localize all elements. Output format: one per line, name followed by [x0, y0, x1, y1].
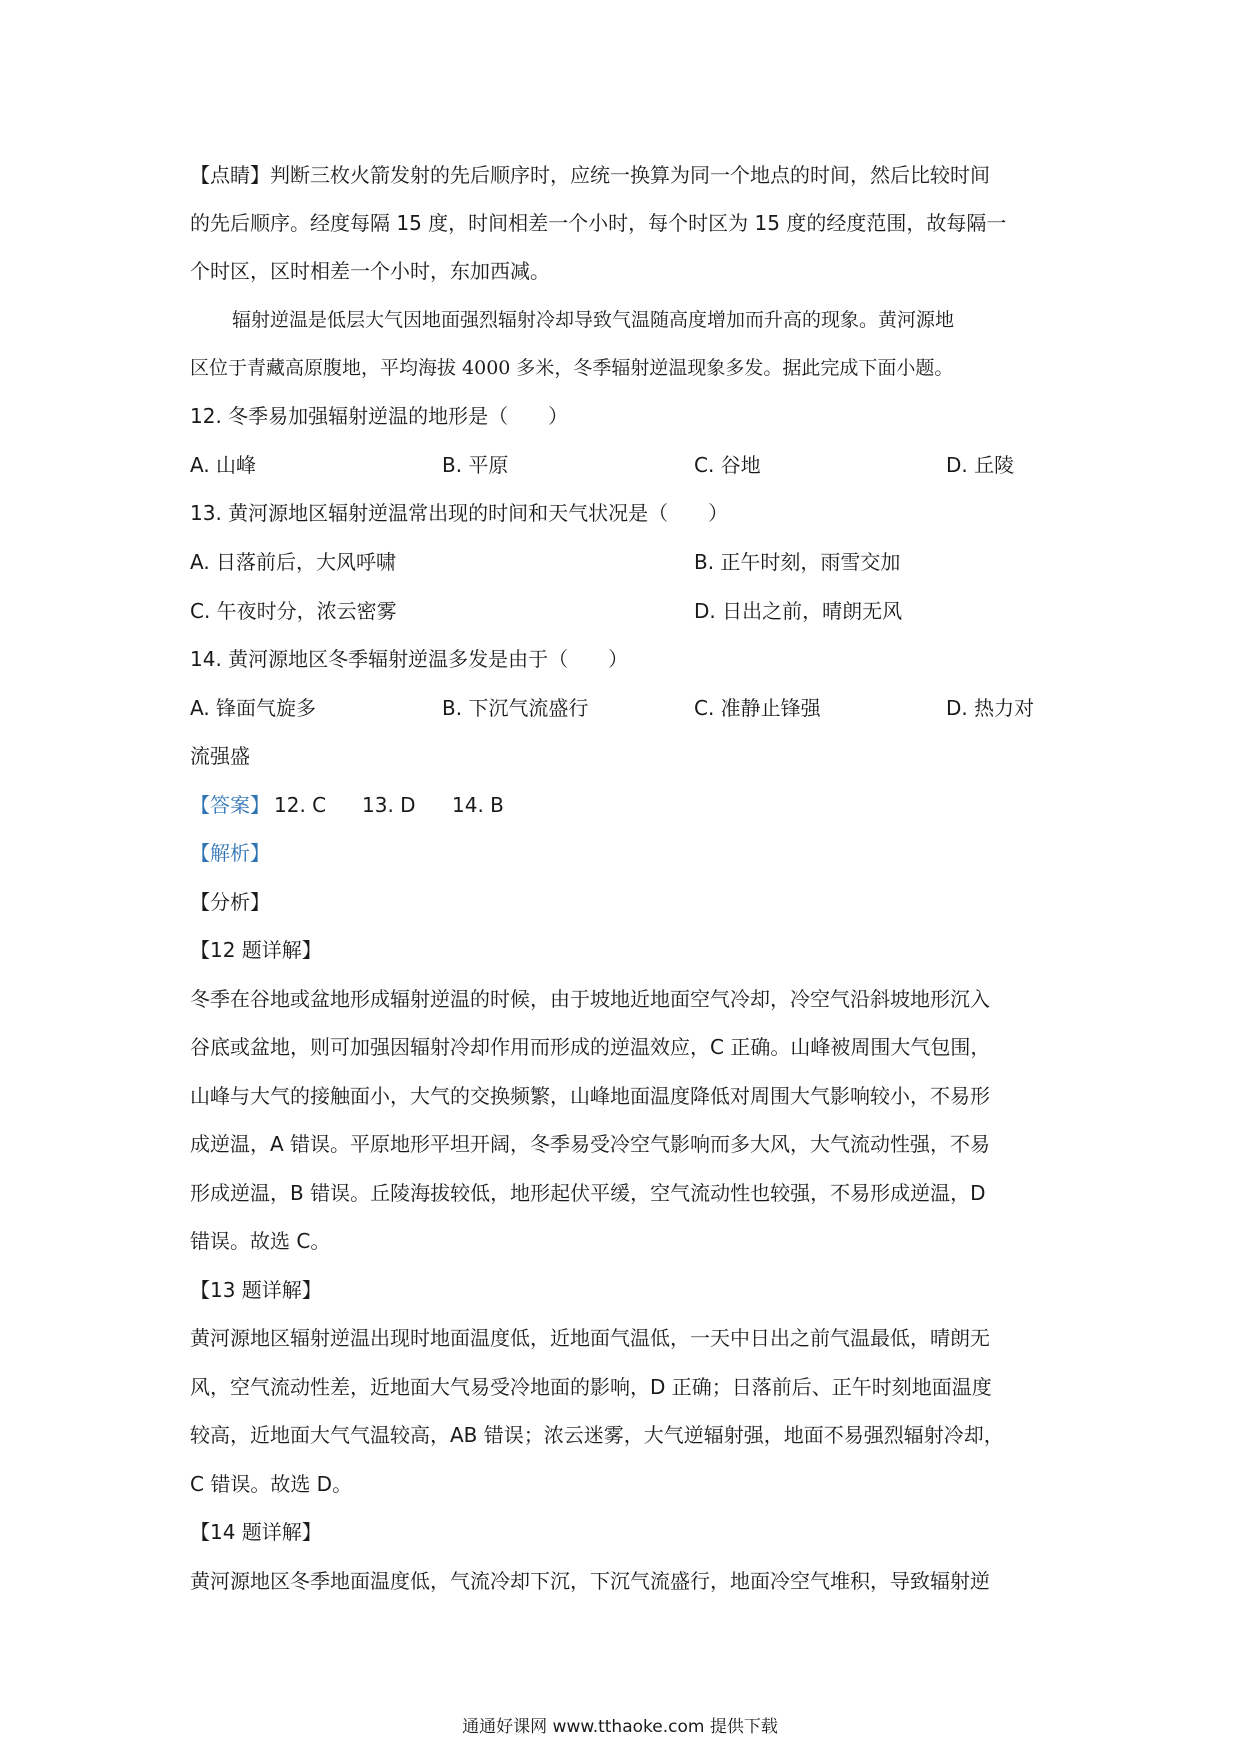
detail-12-title: 【12 题详解】 [190, 938, 322, 962]
detail-13-line-2: 风，空气流动性差，近地面大气易受冷地面的影响，D 正确；日落前后、正午时刻地面温度 [190, 1375, 992, 1399]
stem-line-1: 辐射逆温是低层大气因地面强烈辐射冷却导致气温随高度增加而升高的现象。黄河源地 [232, 309, 955, 331]
tip-line-2: 的先后顺序。经度每隔 15 度，时间相差一个小时，每个时区为 15 度的经度范围，故每隔一 [190, 211, 1007, 235]
detail-13-line-3: 较高，近地面大气气温较高，AB 错误；浓云迷雾，大气逆辐射强，地面不易强烈辐射冷却， [190, 1423, 1004, 1447]
fenxi-label: 【分析】 [190, 890, 270, 914]
detail-13-line-1: 黄河源地区辐射逆温出现时地面温度低，近地面气温低，一天中日出之前气温最低，晴朗无 [190, 1326, 990, 1350]
tip-line-1: 【点睛】判断三枚火箭发射的先后顺序时，应统一换算为同一个地点的时间，然后比较时间 [190, 163, 990, 187]
detail-14-line-1: 黄河源地区冬季地面温度低，气流冷却下沉，下沉气流盛行，地面冷空气堆积，导致辐射逆 [190, 1569, 990, 1593]
detail-13-title: 【13 题详解】 [190, 1278, 322, 1302]
question-14: 14. 黄河源地区冬季辐射逆温多发是由于（ ） [190, 647, 629, 671]
detail-12-line-4: 成逆温，A 错误。平原地形平坦开阔，冬季易受冷空气影响而多大风，大气流动性强，不易 [190, 1132, 991, 1156]
detail-12-line-6: 错误。故选 C。 [190, 1229, 331, 1253]
detail-13-line-4: C 错误。故选 D。 [190, 1472, 353, 1496]
q13-option-c: C. 午夜时分，浓云密雾 [190, 599, 397, 623]
answer-12: 12. C [274, 793, 327, 817]
q14-option-c: C. 准静止锋强 [694, 696, 821, 720]
q12-option-d: D. 丘陵 [946, 453, 1015, 477]
q12-option-a: A. 山峰 [190, 453, 257, 477]
q12-option-c: C. 谷地 [694, 453, 761, 477]
tip-line-3: 个时区，区时相差一个小时，东加西减。 [190, 259, 550, 283]
q13-option-a: A. 日落前后，大风呼啸 [190, 550, 397, 574]
stem-line-2: 区位于青藏高原腹地，平均海拔 4000 多米，冬季辐射逆温现象多发。据此完成下面小题。 [190, 357, 954, 379]
detail-12-line-1: 冬季在谷地或盆地形成辐射逆温的时候，由于坡地近地面空气冷却，冷空气沿斜坡地形沉入 [190, 987, 990, 1011]
question-13: 13. 黄河源地区辐射逆温常出现的时间和天气状况是（ ） [190, 501, 729, 525]
analysis-label: 【解析】 [190, 841, 270, 865]
q14-option-d: D. 热力对 [946, 696, 1035, 720]
page-footer: 通通好课网 www.tthaoke.com 提供下载 [462, 1717, 778, 1737]
q14-option-a: A. 锋面气旋多 [190, 696, 317, 720]
q12-option-b: B. 平原 [442, 453, 509, 477]
answer-14: 14. B [452, 793, 504, 817]
detail-14-title: 【14 题详解】 [190, 1520, 322, 1544]
detail-12-line-5: 形成逆温，B 错误。丘陵海拔较低，地形起伏平缓，空气流动性也较强，不易形成逆温，D [190, 1181, 986, 1205]
answer-label: 【答案】 [190, 793, 270, 817]
q14-option-d-continued: 流强盛 [190, 744, 250, 768]
question-12: 12. 冬季易加强辐射逆温的地形是（ ） [190, 404, 569, 428]
q13-option-d: D. 日出之前，晴朗无风 [694, 599, 903, 623]
q14-option-b: B. 下沉气流盛行 [442, 696, 589, 720]
answer-13: 13. D [362, 793, 416, 817]
detail-12-line-3: 山峰与大气的接触面小，大气的交换频繁，山峰地面温度降低对周围大气影响较小，不易形 [190, 1084, 990, 1108]
q13-option-b: B. 正午时刻，雨雪交加 [694, 550, 901, 574]
detail-12-line-2: 谷底或盆地，则可加强因辐射冷却作用而形成的逆温效应，C 正确。山峰被周围大气包围， [190, 1035, 991, 1059]
